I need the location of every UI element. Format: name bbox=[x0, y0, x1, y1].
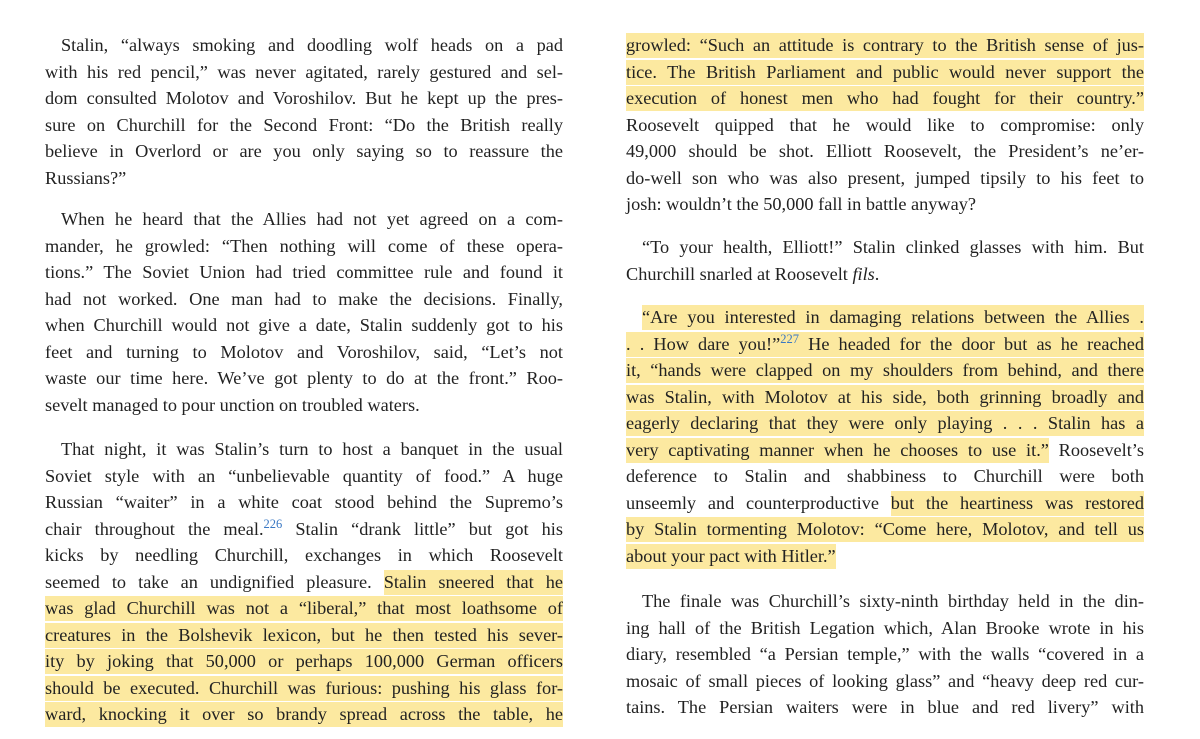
text-line bbox=[626, 490, 1144, 517]
text-line bbox=[626, 410, 1144, 437]
text-segment: chair throughout the meal. bbox=[45, 518, 264, 539]
text-line: tains. The Persian waiters were in blue and red livery” with bbox=[626, 697, 1144, 717]
text-line bbox=[626, 59, 1144, 86]
text-segment: . . How dare you!” bbox=[626, 333, 781, 354]
text-line: tions.” The Soviet Union had tried committee rule and found it bbox=[45, 262, 563, 282]
text-segment: Churchill snarled at Roosevelt bbox=[626, 263, 853, 284]
paragraph-left-1 bbox=[45, 32, 563, 191]
text-line bbox=[626, 516, 1144, 543]
highlighted-text[interactable]: execution of honest men who had fought for their country.” bbox=[626, 86, 1144, 111]
highlighted-text[interactable]: creatures in the Bolshevik lexicon, but he then tested his sever- bbox=[45, 623, 563, 648]
paragraph-right-3 bbox=[626, 304, 1144, 569]
text-line: believe in Overlord or are you only saying so to reassure the bbox=[45, 141, 563, 161]
highlighted-text[interactable]: ity by joking that 50,000 or perhaps 100,000 German officers bbox=[45, 649, 563, 674]
highlighted-text[interactable]: by Stalin tormenting Molotov: “Come here, Molotov, and tell us bbox=[626, 517, 1144, 542]
highlighted-text[interactable]: very captivating manner when he chooses to use it.” bbox=[626, 438, 1049, 463]
highlighted-text[interactable]: ward, knocking it over so brandy spread across the table, he bbox=[45, 702, 563, 727]
paragraph-right-1 bbox=[626, 32, 1144, 218]
text-line: “To your health, Elliott!” Stalin clinked glasses with him. But bbox=[642, 237, 1144, 257]
text-segment: He headed for the door but as he reached bbox=[799, 333, 1144, 354]
text-line bbox=[45, 516, 563, 543]
highlighted-text[interactable]: was Stalin, with Molotov at his side, both grinning broadly and bbox=[626, 385, 1144, 410]
highlighted-text[interactable]: Stalin sneered that he bbox=[384, 570, 563, 595]
text-line bbox=[626, 543, 1144, 570]
text-line: with his red pencil,” was never agitated, rarely gestured and sel- bbox=[45, 61, 563, 82]
text-line bbox=[45, 569, 563, 596]
text-line bbox=[626, 261, 1144, 288]
text-line bbox=[626, 357, 1144, 384]
paragraph-right-2 bbox=[626, 234, 1144, 287]
highlighted-text[interactable]: growled: “Such an attitude is contrary to the British sense of jus- bbox=[626, 33, 1144, 58]
text-line: dom consulted Molotov and Voroshilov. But he kept up the pres- bbox=[45, 88, 563, 108]
text-line: When he heard that the Allies had not yet agreed on a com- bbox=[61, 209, 563, 229]
text-line: Russians?” bbox=[45, 167, 127, 188]
highlighted-text[interactable]: but the heartiness was restored bbox=[891, 491, 1144, 516]
text-segment: unseemly and counterproductive bbox=[626, 492, 891, 513]
highlighted-text[interactable]: was glad Churchill was not a “liberal,” that most loathsome of bbox=[45, 596, 563, 621]
highlighted-text[interactable]: “Are you interested in damaging relations between the Allies . bbox=[642, 305, 1144, 330]
text-line bbox=[626, 85, 1144, 112]
text-line bbox=[45, 701, 563, 728]
text-line bbox=[626, 32, 1144, 59]
text-segment: Roosevelt’s bbox=[1048, 439, 1144, 460]
highlighted-text[interactable]: about your pact with Hitler.” bbox=[626, 544, 836, 569]
text-line: 49,000 should be shot. Elliott Roosevelt, the President’s ne’er- bbox=[626, 141, 1144, 161]
footnote-link-226[interactable]: 226 bbox=[263, 516, 283, 531]
text-line: Stalin, “always smoking and doodling wolf heads on a pad bbox=[61, 35, 563, 55]
text-line: The finale was Churchill’s sixty-ninth birthday held in the din- bbox=[642, 591, 1144, 611]
text-line: had not worked. One man had to make the decisions. Finally, bbox=[45, 288, 563, 309]
text-line: when Churchill would not give a date, Stalin suddenly got to his bbox=[45, 315, 563, 335]
text-segment: . bbox=[874, 263, 880, 284]
paragraph-right-4 bbox=[626, 588, 1144, 721]
text-line: sevelt managed to pour unction on troubled waters. bbox=[45, 394, 420, 415]
paragraph-left-2 bbox=[45, 206, 563, 418]
text-line: deference to Stalin and shabbiness to Churchill were both bbox=[626, 466, 1144, 486]
text-line: Soviet style with an “unbelievable quantity of food.” A huge bbox=[45, 465, 563, 486]
highlighted-text[interactable]: should be executed. Churchill was furious: pushing his glass for- bbox=[45, 676, 563, 701]
text-line: josh: wouldn’t the 50,000 fall in battle anyway? bbox=[626, 194, 976, 214]
text-line: sure on Churchill for the Second Front: “Do the British really bbox=[45, 114, 563, 135]
text-line: mander, he growled: “Then nothing will come of these opera- bbox=[45, 235, 563, 256]
text-line: Roosevelt quipped that he would like to compromise: only bbox=[626, 114, 1144, 135]
text-line bbox=[45, 595, 563, 622]
text-line bbox=[45, 675, 563, 702]
text-line bbox=[626, 331, 1144, 358]
text-line bbox=[626, 384, 1144, 411]
text-segment: Stalin “drank little” but got his bbox=[282, 518, 563, 539]
text-line: waste our time here. We’ve got plenty to do at the front.” Roo- bbox=[45, 368, 563, 388]
text-line: do-well son who was also present, jumped tipsily to his feet to bbox=[626, 167, 1144, 188]
highlighted-text[interactable]: it, “hands were clapped on my shoulders from behind, and there bbox=[626, 358, 1144, 383]
text-line: ing hall of the British Legation which, Alan Brooke wrote in his bbox=[626, 617, 1144, 638]
highlighted-text[interactable]: tice. The British Parliament and public would never support the bbox=[626, 60, 1144, 85]
text-line: diary, resembled “a Persian temple,” with the walls “covered in a bbox=[626, 644, 1144, 664]
text-line: mosaic of small pieces of looking glass” and “heavy deep red cur- bbox=[626, 670, 1144, 691]
paragraph-left-3 bbox=[45, 436, 563, 728]
text-line bbox=[626, 437, 1144, 464]
emphasis-text: fils bbox=[852, 263, 875, 284]
footnote-link-227[interactable]: 227 bbox=[780, 331, 799, 346]
text-line: feet and turning to Molotov and Voroshilov, said, “Let’s not bbox=[45, 341, 563, 362]
highlighted-text[interactable]: eagerly declaring that they were only playing . . . Stalin has a bbox=[626, 411, 1144, 436]
text-line: Russian “waiter” in a white coat stood behind the Supremo’s bbox=[45, 492, 563, 512]
text-line: That night, it was Stalin’s turn to host a banquet in the usual bbox=[61, 439, 563, 459]
text-line: kicks by needling Churchill, exchanges in which Roosevelt bbox=[45, 545, 563, 565]
highlighted-text[interactable] bbox=[626, 332, 1144, 357]
text-line bbox=[45, 622, 563, 649]
text-line bbox=[45, 648, 563, 675]
text-line bbox=[626, 304, 1144, 331]
text-segment: seemed to take an undignified pleasure. bbox=[45, 571, 384, 592]
